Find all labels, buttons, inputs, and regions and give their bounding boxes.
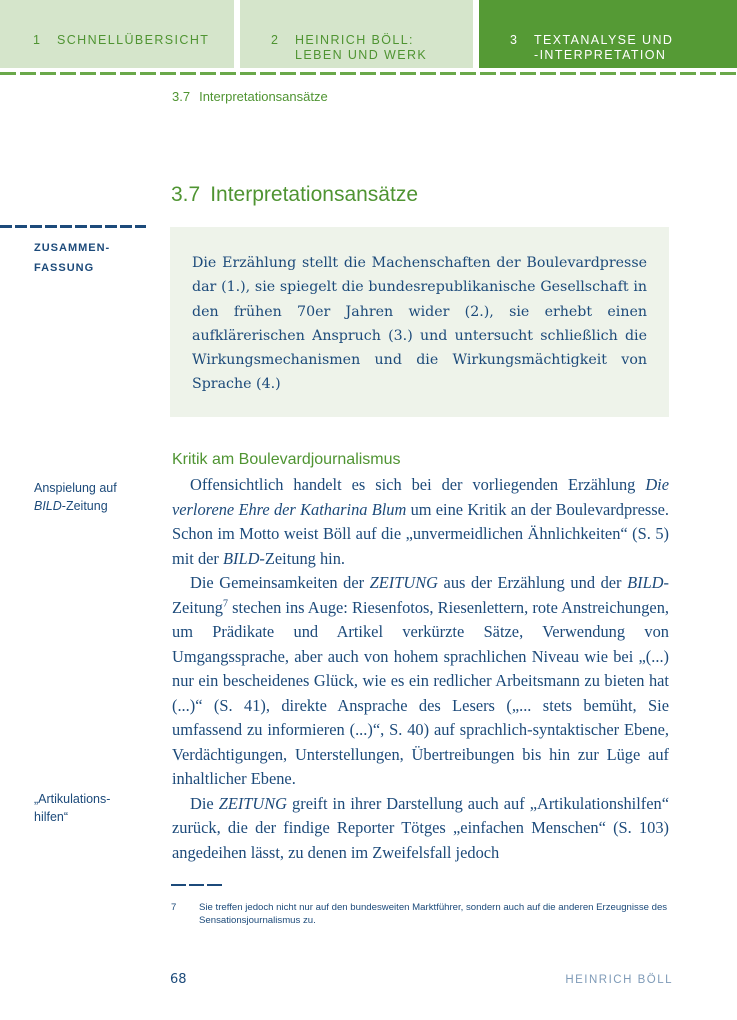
section-subheading: Kritik am Boulevardjournalismus <box>172 451 401 468</box>
book-title: Die verlorene Ehre der Katharina Blum <box>172 475 669 519</box>
tab-number: 2 <box>271 33 280 47</box>
italic-run: ZEITUNG <box>218 793 288 813</box>
footnote-reference[interactable]: 7 <box>222 598 228 610</box>
tab-leben-und-werk[interactable] <box>240 0 473 68</box>
margin-note-line: hilfen“ <box>34 810 69 824</box>
footnote-divider <box>171 884 223 886</box>
margin-note-bild <box>34 479 117 515</box>
heading-number: 3.7 <box>171 183 201 206</box>
tab-label <box>534 33 673 63</box>
italic-run: BILD <box>627 573 664 592</box>
tab-label-line2: LEBEN UND WERK <box>295 48 428 62</box>
text-run: Offensichtlich handelt es sich bei der vorliegenden Erzählung <box>190 475 646 494</box>
summary-text: Die Erzählung stellt die Machenschaften der Boulevardpresse dar (1.), sie spiegelt die bundesrepublikanische Gesellschaft in den frühen 70er Jahren wider (2.), sie erhebt einen aufklärerischen Anspruch (3.) und untersucht schließlich die Wirkungsmechanismen und die Wirkungsmächtigkeit von Sprache (4.) <box>192 255 647 393</box>
tab-number: 1 <box>33 33 42 47</box>
heading-title: Interpretationsansätze <box>210 183 418 206</box>
page-title <box>171 183 418 207</box>
tab-number: 3 <box>510 33 519 47</box>
text-run: greift in ihrer Darstellung auch auf „Artikulationshilfen“ zurück, die der findige Reporter Tötges „einfachen Menschen“ (S. 103) angedeihen lässt, zu denen im Zweifelsfall jedoch <box>172 793 669 862</box>
margin-note-line: Anspielung auf <box>34 481 117 495</box>
text-run: Die <box>190 793 219 813</box>
text-run: stechen ins Auge: Riesenfotos, Riesenlettern, rote Anstreichungen, um Prädikate und Artikel verkürzte Sätze, Verwendung von Umgangssprache, aber auch von hohem sprachlichen Niveau wie bei „(...) nur ein bescheidenes Glück, wie es ein redlicher Arbeitsmann zu bieten hat (...)“ (S. 41), direkte Ansprache des Lesers („... stets bemüht, Sie umfassend zu informieren (...)“, S. 40) auf sprachlich-syntaktischer Ebene, Verdächtigungen, Unterstellungen, Übertreibungen bis hin zur Lüge auf inhaltlicher Ebene. <box>172 597 669 788</box>
footnote-number: 7 <box>171 902 177 913</box>
paragraph <box>172 571 669 792</box>
chapter-navigation <box>0 0 737 68</box>
page-number: 68 <box>170 972 187 987</box>
text-run: Die Gemeinsamkeiten der <box>190 573 370 592</box>
footnote-text: Sie treffen jedoch nicht nur auf den bundesweiten Marktführer, sondern auch auf die anderen Erzeugnisse des Sensationsjournalismus zu. <box>199 902 668 926</box>
text-run: aus der Erzählung und der <box>437 573 628 592</box>
margin-divider <box>0 225 146 228</box>
breadcrumb-number: 3.7 <box>172 89 191 104</box>
margin-label-line: ZUSAMMEN- <box>34 242 111 254</box>
margin-label-line: FASSUNG <box>34 262 95 274</box>
tab-schnelluebersicht[interactable] <box>0 0 234 68</box>
text-run: um eine Kritik an der Boulevardpresse. Schon im Motto weist Böll auf die „unvermeidlichen Ähnlichkeiten“ (S. 5) mit der <box>172 499 669 568</box>
italic-run: BILD <box>222 548 260 568</box>
body-text <box>172 473 669 865</box>
running-title: HEINRICH BÖLL <box>565 974 673 986</box>
paragraph <box>172 473 669 571</box>
margin-note-artikulationshilfen <box>34 790 110 826</box>
tab-label-line1: HEINRICH BÖLL: <box>295 33 414 47</box>
margin-label-summary <box>34 238 110 278</box>
text-run: -Zeitung <box>172 573 669 617</box>
italic-run: ZEITUNG <box>369 573 438 592</box>
text-run: -Zeitung hin. <box>259 548 346 568</box>
breadcrumb-title: Interpretationsansätze <box>199 89 328 104</box>
margin-note-line: -Zeitung <box>61 499 108 513</box>
tab-label <box>295 33 427 63</box>
margin-note-line: „Artikulations- <box>34 792 111 806</box>
paragraph <box>172 792 669 866</box>
footnote <box>171 901 681 927</box>
margin-note-italic: BILD <box>34 499 62 513</box>
tab-textanalyse[interactable] <box>479 0 737 68</box>
tab-label-line1: TEXTANALYSE UND <box>534 33 674 47</box>
tab-label: SCHNELLÜBERSICHT <box>57 33 210 47</box>
breadcrumb <box>172 89 328 104</box>
header-divider <box>0 72 737 75</box>
tab-label-line2: -INTERPRETATION <box>534 48 667 62</box>
